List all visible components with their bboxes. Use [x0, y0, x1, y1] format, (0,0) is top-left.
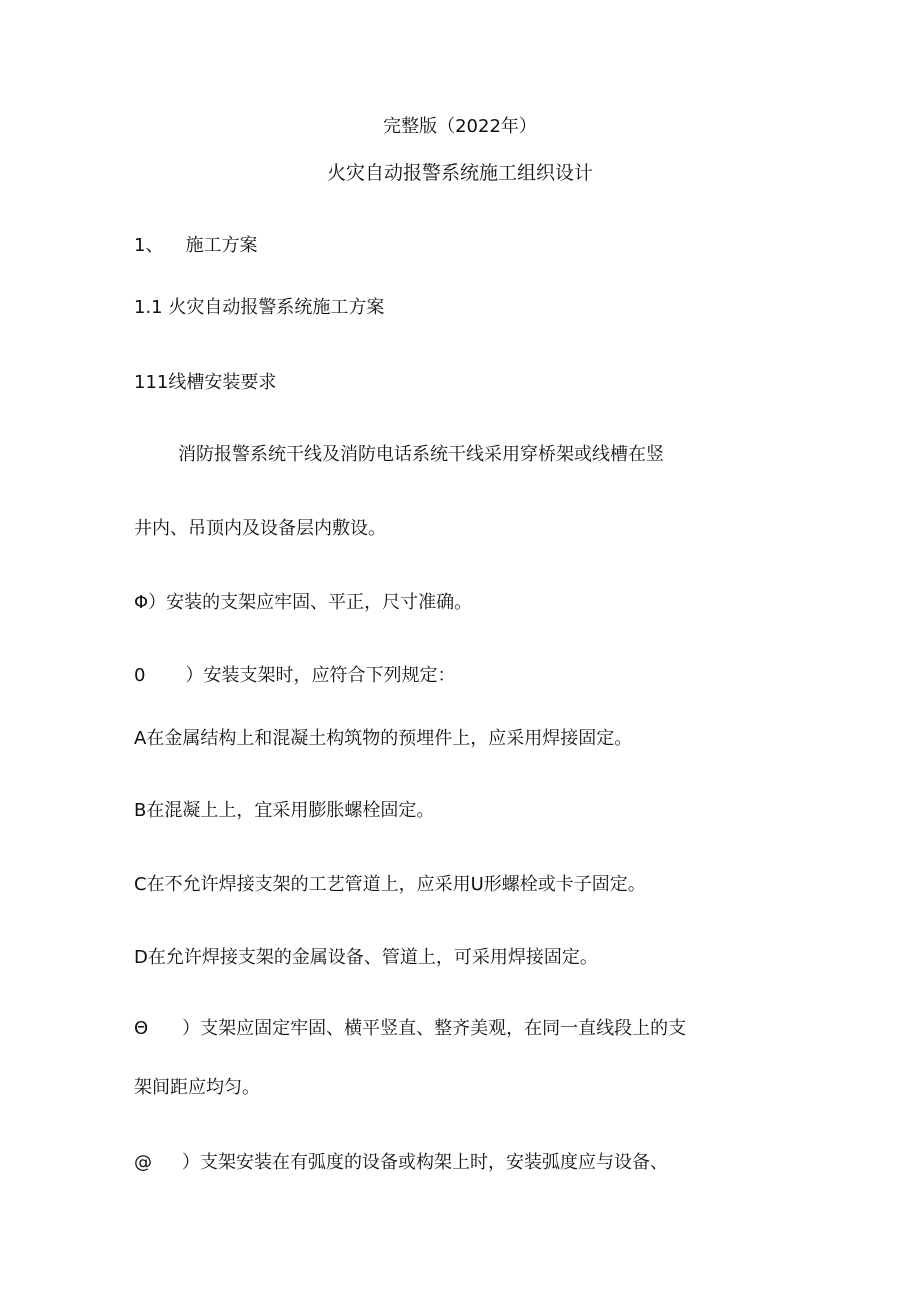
- intro-paragraph-line-2: 井内、吊顶内及设备层内敷设。: [134, 518, 386, 539]
- section-1-1-heading: 1.1 火灾自动报警系统施工方案: [134, 297, 385, 318]
- item-1: Φ）安装的支架应牢固、平正，尺寸准确。: [134, 592, 473, 613]
- section-1-heading: [134, 234, 257, 258]
- item-3: [134, 1017, 686, 1041]
- document-title: 火灾自动报警系统施工组织设计: [326, 162, 593, 184]
- intro-paragraph-line-1: 消防报警系统干线及消防电话系统干线采用穿桥架或线槽在竖: [178, 444, 664, 465]
- item-c: C在不允许焊接支架的工艺管道上，应采用U形螺栓或卡子固定。: [134, 874, 646, 895]
- item-d: D在允许焊接支架的金属设备、管道上，可采用焊接固定。: [134, 947, 598, 968]
- item-3-marker: Θ: [134, 1018, 149, 1039]
- item-4-text: ）支架安装在有弧度的设备或构架上时，安装弧度应与设备、: [182, 1152, 668, 1173]
- item-2: [134, 664, 455, 688]
- item-4-marker: @: [134, 1152, 152, 1173]
- item-2-text: ）安装支架时，应符合下列规定：: [185, 665, 456, 686]
- item-b: B在混凝上上，宜采用膨胀螺栓固定。: [134, 800, 435, 821]
- item-4: [134, 1151, 668, 1175]
- section-1-1-1-heading: 111线槽安装要求: [134, 372, 277, 393]
- item-3-continuation: 架间距应均匀。: [134, 1077, 260, 1098]
- item-3-text: ）支架应固定牢固、横平竖直、整齐美观，在同一直线段上的支: [182, 1018, 687, 1039]
- section-1-title: 施工方案: [185, 235, 258, 256]
- item-2-marker: 0: [134, 665, 146, 686]
- document-edition: 完整版（2022年）: [383, 116, 537, 137]
- section-1-number: 1、: [134, 235, 164, 256]
- item-a: A在金属结构上和混凝土构筑物的预埋件上，应采用焊接固定。: [134, 728, 633, 749]
